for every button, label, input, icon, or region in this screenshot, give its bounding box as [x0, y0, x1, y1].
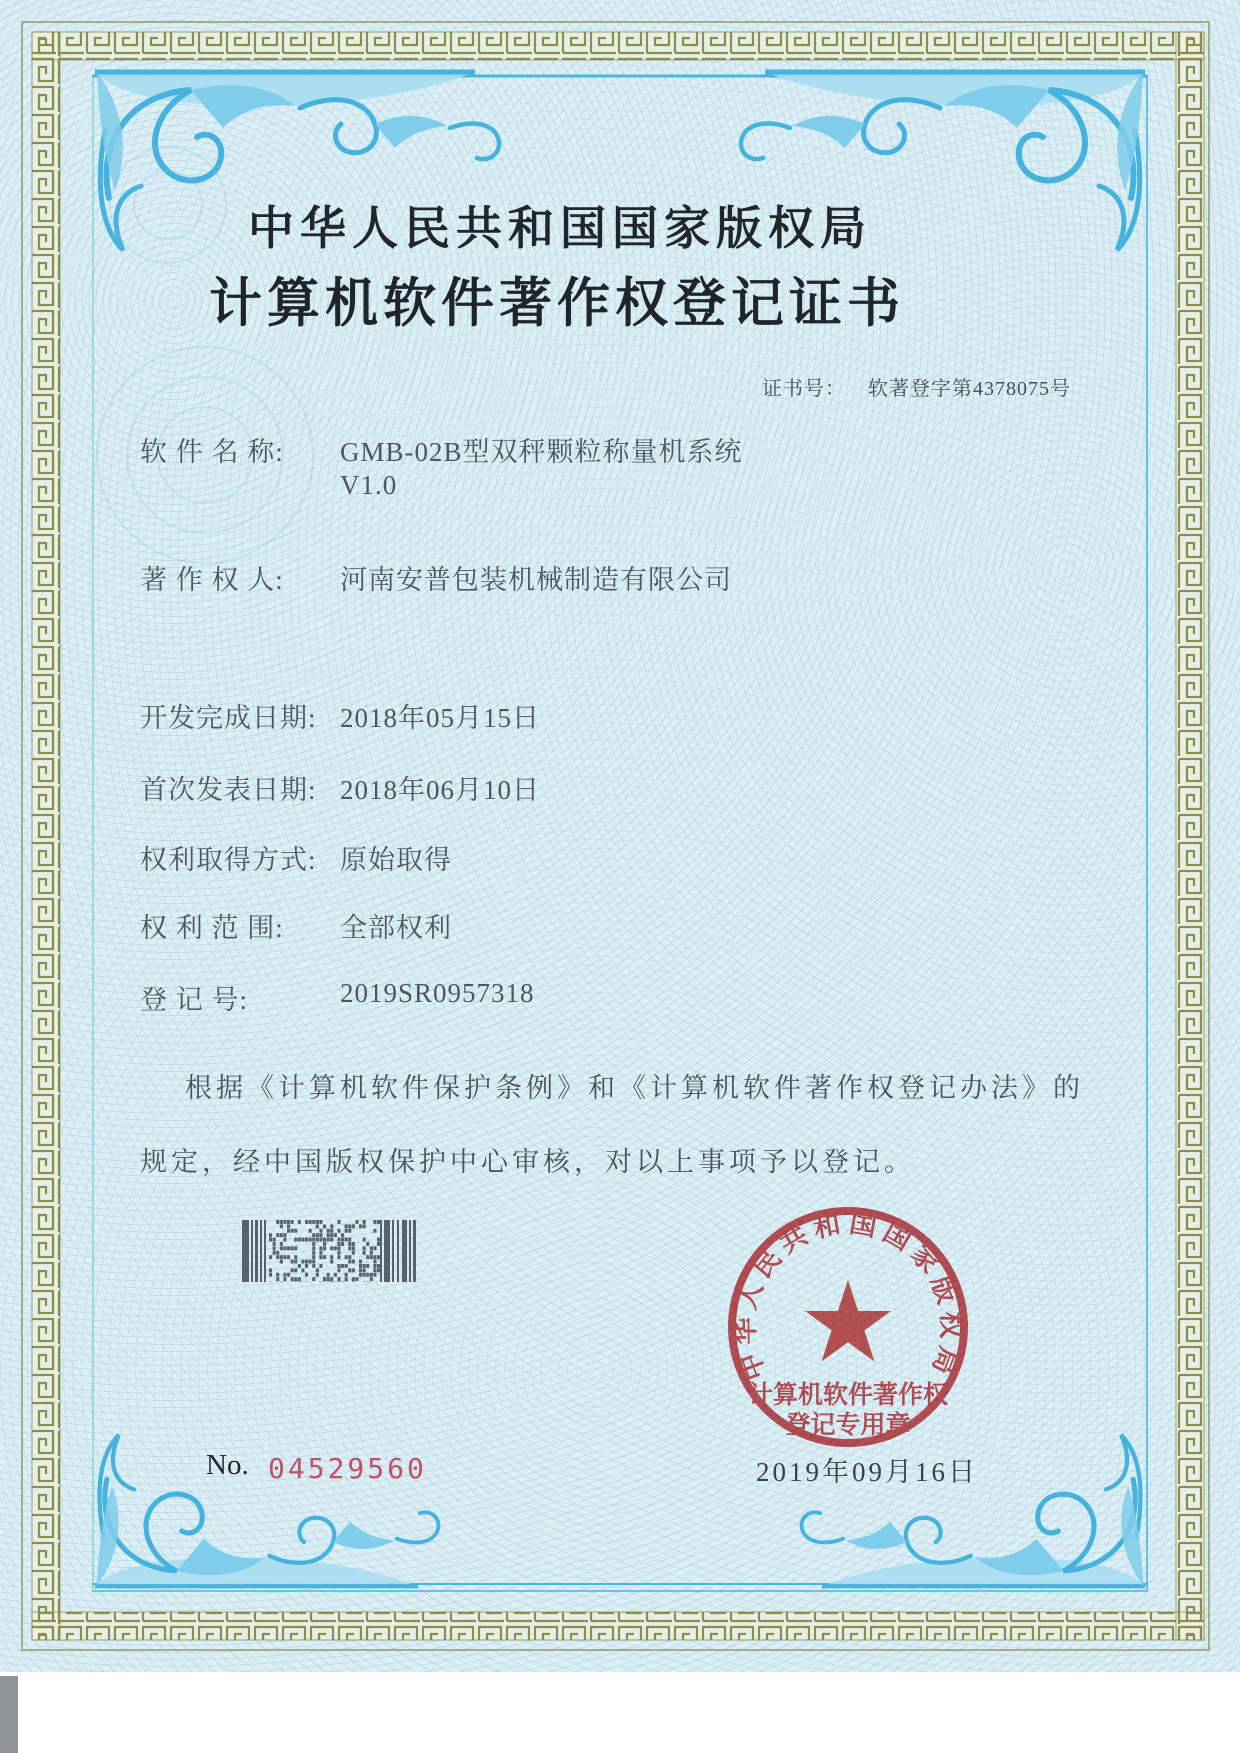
field-label: 权利取得方式:: [140, 845, 317, 875]
certificate-number-label: 证书号：: [762, 378, 846, 400]
seal-inner-line2: 登记专用章: [785, 1412, 911, 1439]
field-label: 权 利 范 围:: [140, 913, 284, 943]
field-value: 2019SR0957318: [340, 978, 535, 1008]
field-label: 开发完成日期:: [140, 703, 317, 733]
serial-number-value: 04529560: [268, 1452, 427, 1485]
serial-number-label: No.: [206, 1449, 249, 1481]
issue-date: 2019年09月16日: [756, 1457, 978, 1487]
field-value: 河南安普包装机械制造有限公司: [340, 565, 732, 595]
star-icon: [805, 1280, 891, 1361]
field-value-line2: V1.0: [340, 470, 398, 500]
field-label: 著 作 权 人:: [140, 565, 284, 595]
seal-inner-line1: 计算机软件著作权: [747, 1382, 949, 1409]
field-label: 登 记 号:: [140, 985, 249, 1015]
scan-background: [0, 1672, 1240, 1753]
field-value: 2018年06月10日: [340, 775, 540, 805]
field-label: 首次发表日期:: [140, 775, 317, 805]
issuing-authority: 中华人民共和国国家版权局: [248, 203, 872, 254]
field-value: 原始取得: [340, 845, 452, 875]
statement-line1: 根据《计算机软件保护条例》和《计算机软件著作权登记办法》的: [185, 1073, 1084, 1103]
field-label: 软 件 名 称:: [140, 437, 284, 467]
barcode-2d: [242, 1220, 416, 1287]
certificate-number-value: 软著登字第4378075号: [868, 378, 1071, 400]
statement-line2: 规定，经中国版权保护中心审核，对以上事项予以登记。: [140, 1147, 915, 1177]
seal-ring-text: 中华人民共和国国家版权局: [729, 1207, 967, 1385]
field-value: 全部权利: [340, 913, 452, 943]
official-seal: [712, 1203, 984, 1459]
scan-edge-strip: [0, 1676, 18, 1753]
certificate-number-line: [762, 372, 1071, 401]
field-value: GMB-02B型双秤颗粒称量机系统: [340, 437, 743, 467]
certificate-title: 计算机软件著作权登记证书: [209, 275, 905, 333]
field-value: 2018年05月15日: [340, 703, 540, 733]
